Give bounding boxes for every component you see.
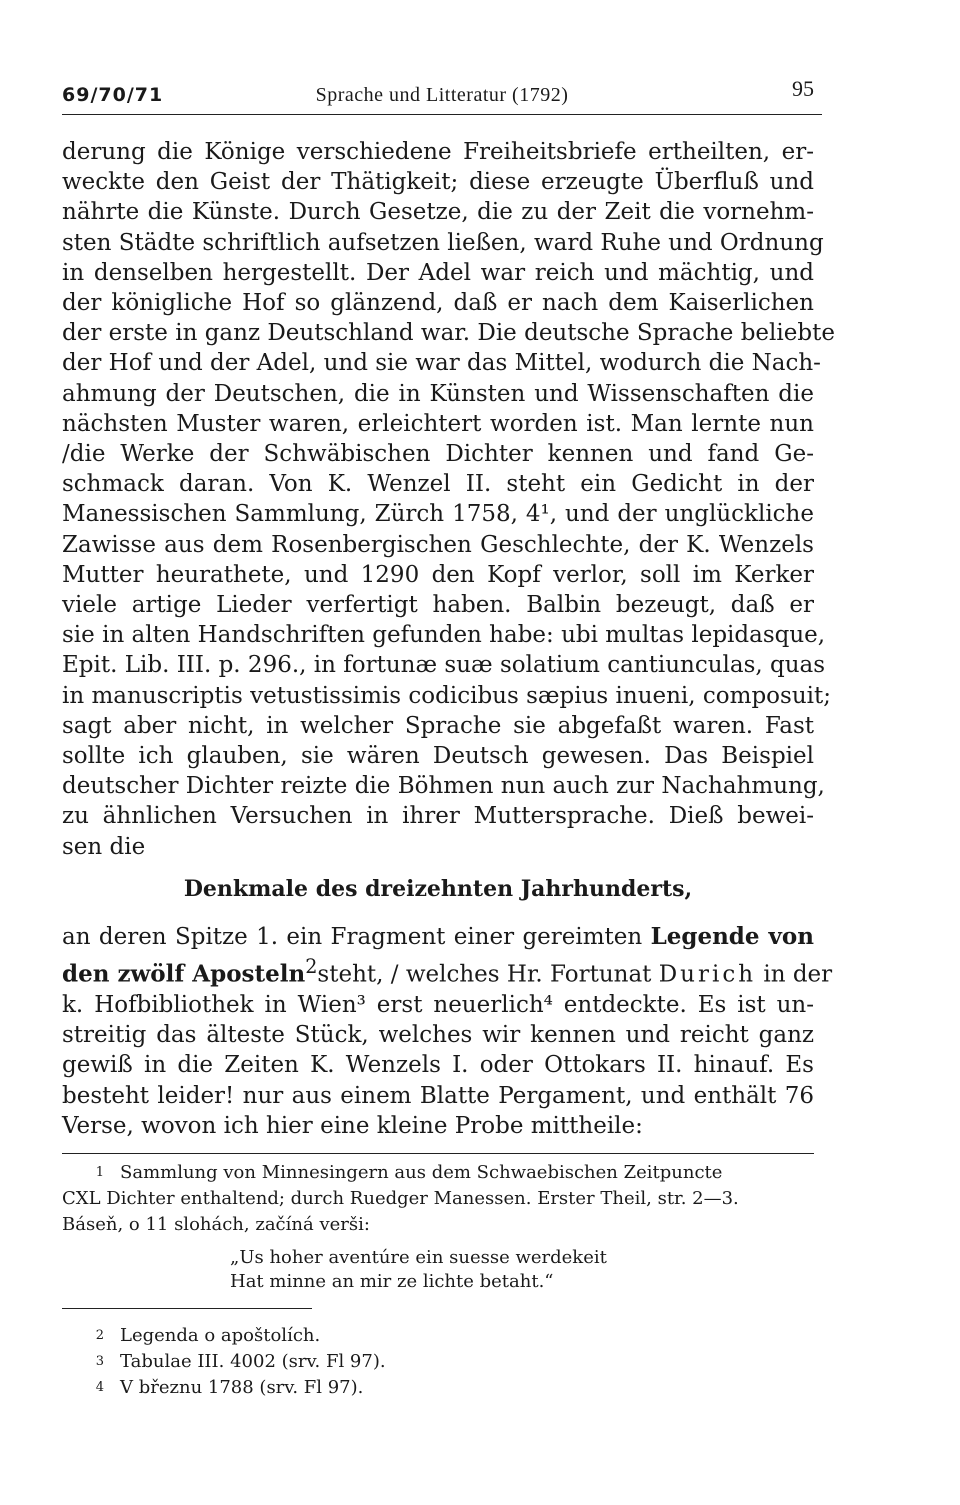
footnote-text: Tabulae III. 4002 (srv. Fl 97). <box>120 1350 386 1372</box>
text-line: in denselben hergestellt. Der Adel war reich und mächtig, und <box>62 259 814 286</box>
text-line: nächsten Muster waren, erleichtert worden ist. Man lernte nun <box>62 410 814 437</box>
spaced-name: Durich <box>658 961 757 988</box>
text-line: nährte die Künste. Durch Gesetze, die zu der Zeit die vornehm- <box>62 199 814 226</box>
footnote-2 <box>62 1323 814 1349</box>
footnote-number: 4 <box>95 1379 104 1395</box>
footnote-number: 2 <box>95 1327 104 1343</box>
text-line: k. Hofbibliothek in Wien³ erst neuerlich⁴ entdeckte. Es ist un- <box>62 991 814 1018</box>
section-heading: Denkmale des dreizehnten Jahrhunderts, <box>183 875 693 902</box>
verse-line: „Us hoher aventúre ein suesse werdekeit <box>230 1246 607 1268</box>
running-title: Sprache und Litteratur (1792) <box>315 84 569 106</box>
text-line: der erste in ganz Deutschland war. Die deutsche Sprache beliebte <box>62 320 835 347</box>
text-line: viele artige Lieder verfertigt haben. Balbin bezeugt, daß er <box>62 592 814 619</box>
footnote-1 <box>62 1160 814 1186</box>
running-header <box>62 70 822 115</box>
page <box>62 70 835 1401</box>
text-line: sie in alten Handschriften gefunden habe: ubi multas lepidasque, <box>62 622 826 649</box>
footnote-text-line: CXL Dichter enthaltend; durch Ruedger Manessen. Erster Theil, str. 2—3. <box>62 1187 739 1209</box>
text-line: Verse, wovon ich hier eine kleine Probe mittheile: <box>62 1112 643 1139</box>
text-line: /die Werke der Schwäbischen Dichter kennen und fand Ge- <box>62 441 814 468</box>
text-line: Epit. Lib. III. p. 296., in fortunæ suæ solatium cantiunculas, quas <box>62 652 826 679</box>
text-line: der Hof und der Adel, und sie war das Mittel, wodurch die Nach- <box>62 350 821 377</box>
text-line: schmack daran. Von K. Wenzel II. steht ein Gedicht in der <box>62 471 814 498</box>
footnote-4 <box>62 1375 814 1401</box>
footnote-marker: 2 <box>305 955 318 979</box>
spacer <box>62 1309 822 1323</box>
text-line: sten Städte schriftlich aufsetzen ließen, ward Ruhe und Ordnung <box>62 229 824 256</box>
text-segment: in der <box>763 961 833 988</box>
page-number: 95 <box>792 76 814 101</box>
emphasis-text: Legende von <box>650 922 814 950</box>
footnote-text: Sammlung von Minnesingern aus dem Schwaebischen Zeitpuncte <box>120 1161 723 1183</box>
verse-line: Hat minne an mir ze lichte betaht.“ <box>230 1270 554 1292</box>
footnote-3 <box>62 1349 814 1375</box>
text-line: besteht leider! nur aus einem Blatte Pergament, und enthält 76 <box>62 1082 814 1109</box>
text-line: deutscher Dichter reizte die Böhmen nun auch zur Nachahmung, <box>62 773 825 800</box>
text-line <box>62 922 814 952</box>
text-line: ahmung der Deutschen, die in Künsten und Wissenschaften die <box>62 380 814 407</box>
text-line: sen die <box>62 833 146 860</box>
verse-quote <box>62 1246 822 1294</box>
paragraph-2 <box>62 922 833 1141</box>
paragraph-1 <box>62 137 835 862</box>
footnote-text-line: Báseň, o 11 slohách, začíná verši: <box>62 1213 370 1235</box>
text-line: derung die Könige verschiedene Freiheitsbriefe ertheilten, er- <box>62 139 814 165</box>
footnote-text: Legenda o apoštolích. <box>120 1324 321 1346</box>
footnotes <box>62 1160 822 1401</box>
text-line: in manuscriptis vetustissimis codicibus sæpius inueni, composuit; <box>62 682 831 709</box>
text-line: Mutter heurathete, und 1290 den Kopf verlor, soll im Kerker <box>62 561 814 588</box>
text-line: zu ähnlichen Versuchen in ihrer Muttersprache. Dieß bewei- <box>62 803 814 830</box>
main-text <box>62 137 835 1141</box>
emphasis-text: den zwölf Aposteln <box>62 960 306 988</box>
footnote-number: 1 <box>95 1164 104 1180</box>
text-line: Manessischen Sammlung, Zürch 1758, 4¹, und der unglückliche <box>62 501 814 528</box>
footnote-divider <box>62 1153 814 1154</box>
text-line: der königliche Hof so glänzend, daß er nach dem Kaiserlichen <box>62 290 814 317</box>
text-line: sollte ich glauben, sie wären Deutsch gewesen. Das Beispiel <box>62 743 814 770</box>
folio-reference: 69/70/71 <box>62 84 164 106</box>
text-line: weckte den Geist der Thätigkeit; diese erzeugte Überfluß und <box>62 169 814 196</box>
footnote-number: 3 <box>95 1353 104 1369</box>
text-line: streitig das älteste Stück, welches wir kennen und reicht ganz <box>62 1022 814 1049</box>
text-line: Zawisse aus dem Rosenbergischen Geschlechte, der K. Wenzels <box>62 531 814 558</box>
text-segment: steht, / welches Hr. Fortunat <box>317 961 652 988</box>
text-line: gewiß in die Zeiten K. Wenzels I. oder Ottokars II. hinauf. Es <box>62 1052 814 1079</box>
text-line <box>62 952 833 990</box>
text-line: sagt aber nicht, in welcher Sprache sie abgefaßt waren. Fast <box>62 712 814 739</box>
text-segment: an deren Spitze 1. ein Fragment einer gereimten <box>62 923 643 950</box>
footnote-text: V březnu 1788 (srv. Fl 97). <box>120 1376 364 1398</box>
